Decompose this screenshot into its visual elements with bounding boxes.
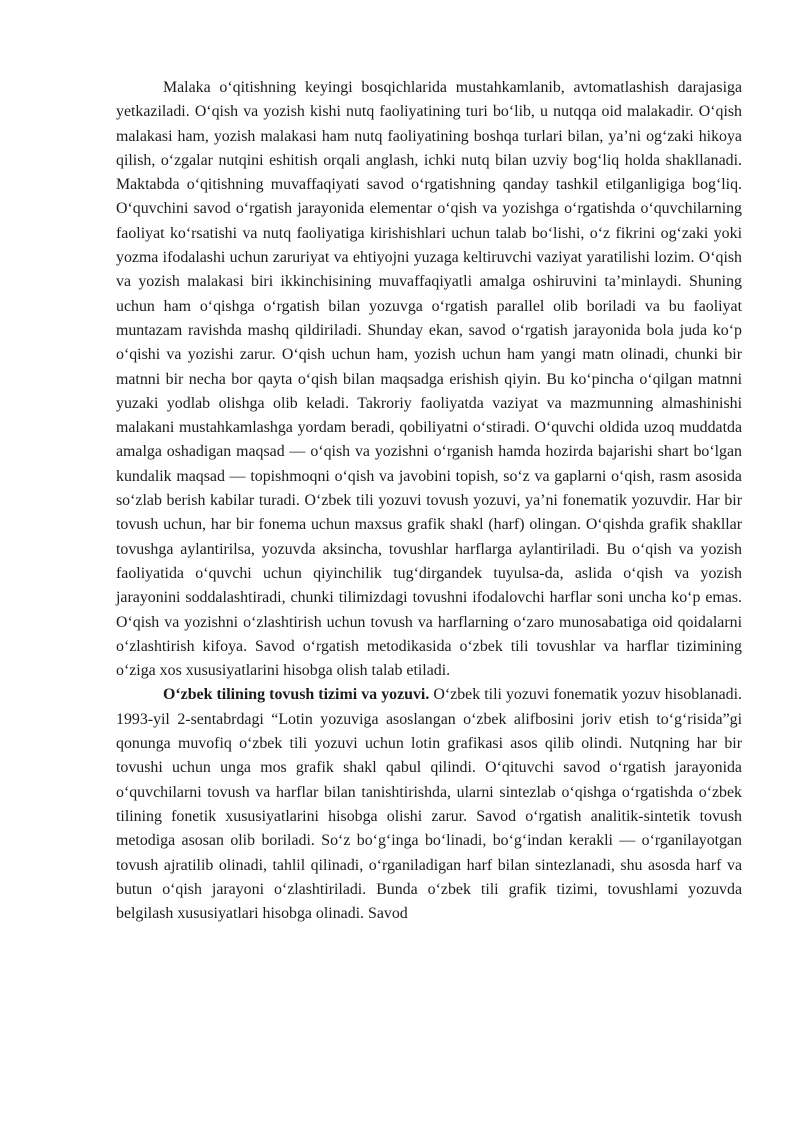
document-page — [116, 76, 742, 926]
section-body-text: O‘zbek tili yozuvi fonematik yozuv hisoblanadi. 1993-yil 2-sentabrdagi “Lotin yozuviga asoslangan o‘zbek alifbosini joriv etish to‘g‘risida”gi qonunga muvofiq o‘zbek tili yozuvi uchun lotin grafikasi asos qilib olindi. Nutqning har bir tovushi uchun unga mos grafik shakl qabul qilindi. O‘qituvchi savod o‘rgatish jarayonida o‘quvchilarni tovush va harflar bilan tanishtirishda, ularni sintezlab o‘qishga o‘rgatishda o‘zbek tilining fonetik xususiyatlarini hisobga olishi zarur. Savod o‘rgatish analitik-sintetik tovush metodiga asosan olib boriladi. So‘z bo‘g‘inga bo‘linadi, bo‘g‘indan kerakli — o‘rganilayotgan tovush ajratilib olinadi, tahlil qilinadi, o‘rganiladigan harf bilan sintezlanadi, shu asosda harf va butun o‘qish jarayoni o‘zlashtiriladi. Bunda o‘zbek tili grafik tizimi, tovushlami yozuvda belgilash xususiyatlari hisobga olinadi. Savod — [116, 686, 742, 923]
paragraph-uzbek-sound-system — [116, 683, 742, 926]
section-heading: O‘zbek tilining tovush tizimi va yozuvi. — [163, 686, 430, 704]
paragraph-literacy-skills: Malaka o‘qitishning keyingi bosqichlarida mustahkamlanib, avtomatlashish darajasiga yetkaziladi. O‘qish va yozish kishi nutq faoliyatining turi bo‘lib, u nutqqa oid malakadir. O‘qish malakasi ham, yozish malakasi ham nutq faoliyatining boshqa turlari bilan, ya’ni og‘zaki hikoya qilish, o‘zgalar nutqini eshitish orqali anglash, ichki nutq bilan uzviy bog‘liq holda shakllanadi. Maktabda o‘qitishning muvaffaqiyati savod o‘rgatishning qanday tashkil etilganligiga bog‘liq. O‘quvchini savod o‘rgatish jarayonida elementar o‘qish va yozishga o‘rgatishda o‘quvchilarning faoliyat ko‘rsatishi va nutq faoliyatiga kirishishlari uchun talab bo‘lishi, o‘z fikrini og‘zaki yoki yozma ifodalashi uchun zaruriyat va ehtiyojni yuzaga keltiruvchi vaziyat yaratilishi lozim. O‘qish va yozish malakasi biri ikkinchisining muvaffaqiyatli amalga oshiruvini ta’minlaydi. Shuning uchun ham o‘qishga o‘rgatish bilan yozuvga o‘rgatish parallel olib boriladi va bu faoliyat muntazam ravishda mashq qildiriladi. Shunday ekan, savod o‘rgatish jarayonida bola juda ko‘p o‘qishi va yozishi zarur. O‘qish uchun ham, yozish uchun ham yangi matn olinadi, chunki bir matnni bir necha bor qayta o‘qish bilan maqsadga erishish qiyin. Bu ko‘pincha o‘qilgan matnni yuzaki yodlab olishga olib keladi. Takroriy faoliyatda vaziyat va mazmunning almashinishi malakani mustahkamlashga yordam beradi, qobiliyatni o‘stiradi. O‘quvchi oldida uzoq muddatda amalga oshadigan maqsad — o‘qish va yozishni o‘rganish hamda hozirda bajarishi shart bo‘lgan kundalik maqsad — topishmoqni o‘qish va javobini topish, so‘z va gaplarni o‘qish, rasm asosida so‘zlab berish kabilar turadi. O‘zbek tili yozuvi tovush yozuvi, ya’ni fonematik yozuvdir. Har bir tovush uchun, har bir fonema uchun maxsus grafik shakl (harf) olingan. O‘qishda grafik shakllar tovushga aylantirilsa, yozuvda aksincha, tovushlar harflarga aylantiriladi. Bu o‘qish va yozish faoliyatida o‘quvchi uchun qiyinchilik tug‘dirgandek tuyulsa-da, aslida o‘qish va yozish jarayonini soddalashtiradi, chunki tilimizdagi tovushni ifodalovchi harflar soni uncha ko‘p emas. O‘qish va yozishni o‘zlashtirish uchun tovush va harflarning o‘zaro munosabatiga oid qoidalarni o‘zlashtirish kifoya. Savod o‘rgatish metodikasida o‘zbek tili tovushlar va harflar tizimining o‘ziga xos xususiyatlarini hisobga olish talab etiladi. — [116, 79, 742, 680]
